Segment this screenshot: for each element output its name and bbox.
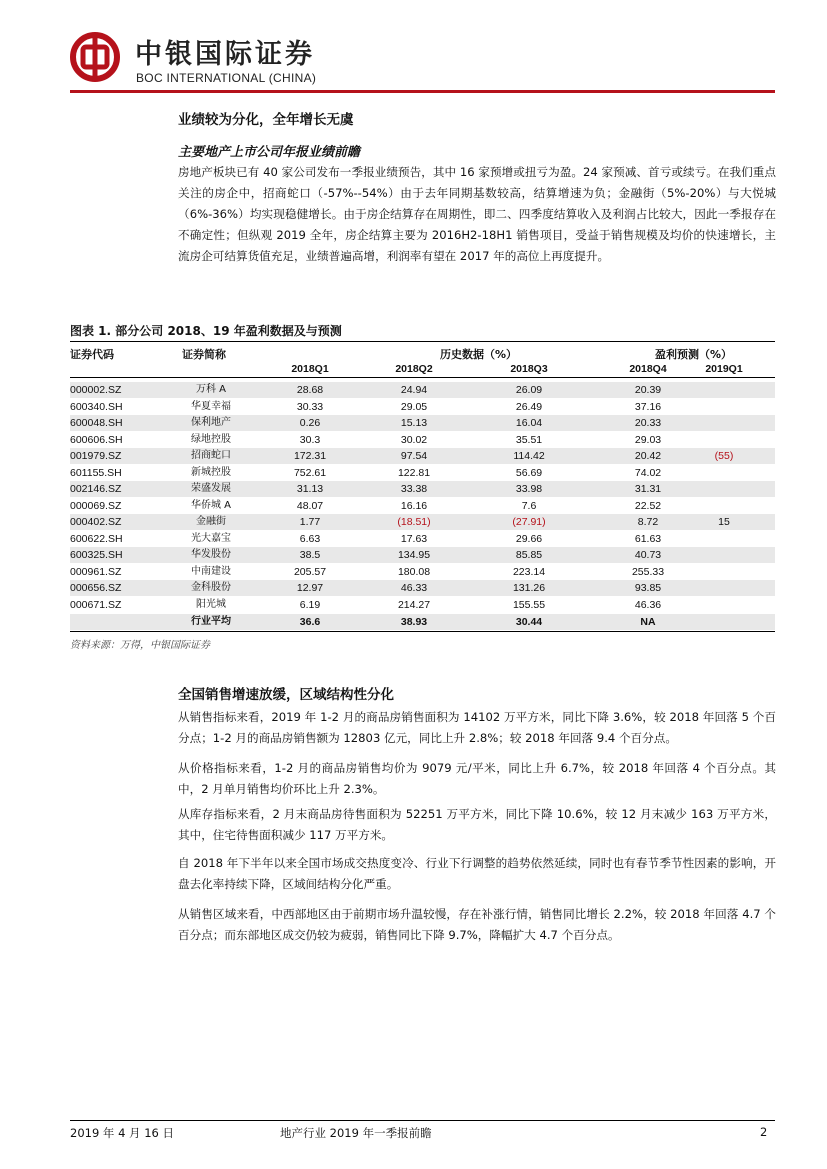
avg-2018q4: NA bbox=[640, 616, 656, 628]
cell-q3: 7.6 bbox=[521, 499, 537, 512]
subsection-title-preview: 主要地产上市公司年报业绩前瞻 bbox=[178, 145, 361, 160]
cell-q3: 35.51 bbox=[515, 433, 543, 446]
cell-q3: 131.26 bbox=[512, 582, 546, 594]
cell-name: 华夏幸福 bbox=[191, 400, 231, 412]
section-title-sales: 全国销售增速放缓，区域结构性分化 bbox=[178, 687, 394, 703]
brand-name-cn: 中银国际证券 bbox=[135, 39, 315, 70]
cell-name: 新城控股 bbox=[191, 466, 231, 478]
cell-q1: 752.61 bbox=[293, 466, 327, 479]
table-row bbox=[70, 382, 775, 398]
cell-code: 000671.SZ bbox=[70, 598, 122, 611]
cell-q3: 114.42 bbox=[513, 450, 545, 462]
cell-q2: 180.08 bbox=[397, 565, 431, 578]
cell-q4: 20.42 bbox=[634, 450, 662, 462]
header-2018q3: 2018Q3 bbox=[510, 363, 548, 375]
table-row bbox=[70, 514, 775, 530]
cell-name: 保利地产 bbox=[191, 417, 231, 428]
cell-q1: 30.33 bbox=[296, 400, 324, 413]
cell-q2: 16.16 bbox=[400, 499, 428, 512]
header-2018q1: 2018Q1 bbox=[291, 363, 329, 375]
cell-q4: 40.73 bbox=[634, 549, 662, 561]
cell-q2: 30.02 bbox=[400, 433, 428, 446]
cell-f1: 15 bbox=[718, 516, 730, 528]
cell-code: 000069.SZ bbox=[70, 499, 122, 512]
table-row bbox=[70, 531, 775, 547]
cell-q2: 46.33 bbox=[400, 582, 428, 594]
cell-q1: 1.77 bbox=[299, 516, 321, 528]
cell-q4: 22.52 bbox=[634, 499, 662, 512]
cell-q4: 31.31 bbox=[634, 483, 662, 495]
cell-name: 绿地控股 bbox=[191, 433, 231, 445]
table-top-rule bbox=[70, 341, 775, 342]
table-row bbox=[70, 432, 775, 448]
cell-q2: 15.13 bbox=[400, 417, 428, 429]
cell-code: 000961.SZ bbox=[70, 565, 122, 578]
cell-q2: 24.94 bbox=[400, 384, 428, 396]
cell-q2: 33.38 bbox=[400, 483, 428, 495]
cell-q4: 255.33 bbox=[631, 565, 665, 578]
cell-q4: 8.72 bbox=[637, 516, 659, 528]
header-2018q4: 2018Q4 bbox=[629, 363, 667, 375]
cell-q3: 26.49 bbox=[515, 400, 543, 413]
footer-page-number: 2 bbox=[760, 1125, 768, 1139]
cell-name: 金科股份 bbox=[191, 582, 231, 593]
cell-q4: 29.03 bbox=[634, 433, 662, 446]
paragraph-inventory-indicators: 从库存指标来看，2 月末商品房待售面积为 52251 万平方米，同比下降 10.6%，较 12 月末减少 163 万平方米，其中，住宅待售面积减少 117 万平方米。 bbox=[178, 807, 776, 842]
header-code: 证券代码 bbox=[70, 348, 114, 361]
cell-code: 000002.SZ bbox=[70, 384, 122, 396]
footer-divider bbox=[70, 1120, 775, 1121]
cell-q1: 12.97 bbox=[296, 582, 324, 594]
cell-q2: 29.05 bbox=[400, 400, 428, 413]
cell-q3: 155.55 bbox=[512, 598, 546, 611]
cell-code: 600048.SH bbox=[70, 417, 123, 429]
avg-2018q3: 30.44 bbox=[515, 616, 543, 628]
cell-q4: 37.16 bbox=[634, 400, 662, 413]
footer-date: 2019 年 4 月 16 日 bbox=[70, 1126, 174, 1140]
cell-q1: 6.63 bbox=[299, 532, 321, 545]
cell-code: 600606.SH bbox=[70, 433, 123, 446]
cell-q3: 16.04 bbox=[515, 417, 543, 429]
avg-2018q1: 36.6 bbox=[299, 616, 321, 628]
cell-q3: 223.14 bbox=[512, 565, 546, 578]
cell-q2: 17.63 bbox=[400, 532, 428, 545]
cell-name: 招商蛇口 bbox=[191, 450, 231, 461]
table-row bbox=[70, 415, 775, 431]
header-divider bbox=[70, 90, 775, 93]
header-2019q1: 2019Q1 bbox=[705, 363, 743, 375]
paragraph-regional-sales: 从销售区域来看，中西部地区由于前期市场升温较慢，存在补涨行情，销售同比增长 2.2%，较 2018 年回落 4.7 个百分点；而东部地区成交仍较为疲弱，销售同比下降 9.7%，降幅扩大 4.7 个百分点。 bbox=[178, 907, 776, 942]
cell-name: 光大嘉宝 bbox=[191, 532, 231, 544]
table-row bbox=[70, 580, 775, 596]
paragraph-preview: 房地产板块已有 40 家公司发布一季报业绩预告，其中 16 家预增或扭亏为盈。24 家预减、首亏或续亏。在我们重点关注的房企中，招商蛇口（-57%--54%）由于去年同期基数较高，结算增速为负；金融街（5%-20%）与大悦城（6%-36%）均实现稳健增长。由于房企结算存在周期性，即二、四季度结算收入及利润占比较大，因此一季报存在不确定性；但纵观 2019 全年，房企结算主要为 2016H2-18H1 销售项目，受益于销售规模及均价的快速增长，主流房企可结算货值充足，业绩普遍高增，利润率有望在 2017 年的高位上再度提升。 bbox=[178, 165, 776, 263]
paragraph-price-indicators: 从价格指标来看，1-2 月的商品房销售均价为 9079 元/平米，同比上升 6.7%，较 2018 年回落 4 个百分点。其中，2 月单月销售均价环比上升 2.3%。 bbox=[178, 761, 776, 796]
cell-name: 中南建设 bbox=[191, 565, 231, 577]
table-header-rule bbox=[70, 377, 775, 378]
cell-q3: 85.85 bbox=[515, 549, 543, 561]
cell-code: 601155.SH bbox=[70, 466, 122, 479]
cell-q1: 0.26 bbox=[299, 417, 321, 429]
cell-name: 华侨城 A bbox=[190, 499, 232, 511]
section-title-performance: 业绩较为分化，全年增长无虞 bbox=[178, 112, 354, 128]
cell-q1: 31.13 bbox=[296, 483, 324, 495]
avg-2018q2: 38.93 bbox=[400, 616, 428, 628]
cell-code: 600340.SH bbox=[70, 400, 123, 413]
cell-code: 000402.SZ bbox=[70, 516, 122, 528]
cell-q1: 28.68 bbox=[296, 384, 324, 396]
table-row bbox=[70, 399, 775, 415]
cell-q4: 74.02 bbox=[634, 466, 662, 479]
figure-source: 资料来源：万得，中银国际证券 bbox=[70, 640, 210, 651]
cell-q2: 134.95 bbox=[397, 549, 431, 561]
cell-q2: (18.51) bbox=[397, 516, 431, 528]
cell-q1: 172.31 bbox=[293, 450, 327, 462]
cell-q3: 56.69 bbox=[515, 466, 543, 479]
cell-q3: (27.91) bbox=[512, 516, 546, 528]
cell-q3: 29.66 bbox=[515, 532, 543, 545]
table-row bbox=[70, 547, 775, 563]
cell-q1: 30.3 bbox=[299, 433, 321, 446]
cell-q1: 48.07 bbox=[296, 499, 324, 512]
header-history: 历史数据（%） bbox=[440, 348, 518, 361]
table-row bbox=[70, 465, 775, 481]
paragraph-market-trend: 自 2018 年下半年以来全国市场成交热度变冷、行业下行调整的趋势依然延续，同时也有春节季节性因素的影响，开盘去化率持续下降，区域间结构分化严重。 bbox=[178, 856, 776, 891]
cell-q4: 20.33 bbox=[634, 417, 662, 429]
table-row bbox=[70, 481, 775, 497]
cell-q4: 46.36 bbox=[634, 598, 662, 611]
cell-code: 001979.SZ bbox=[70, 450, 122, 462]
header-forecast: 盈利预测（%） bbox=[655, 348, 733, 361]
brand-name-en: BOC INTERNATIONAL (CHINA) bbox=[136, 71, 317, 85]
cell-q1: 205.57 bbox=[293, 565, 327, 578]
cell-name: 荣盛发展 bbox=[191, 483, 231, 494]
cell-code: 600622.SH bbox=[70, 532, 123, 545]
paragraph-sales-indicators: 从销售指标来看，2019 年 1-2 月的商品房销售面积为 14102 万平方米，同比下降 3.6%，较 2018 年回落 5 个百分点；1-2 月的商品房销售额为 12803 亿元，同比上升 2.8%；较 2018 年回落 9.4 个百分点。 bbox=[178, 710, 776, 745]
boc-logo-icon bbox=[70, 32, 120, 82]
cell-code: 002146.SZ bbox=[70, 483, 122, 495]
table-bottom-rule bbox=[70, 631, 775, 632]
cell-q2: 97.54 bbox=[400, 450, 428, 462]
cell-q1: 6.19 bbox=[299, 598, 321, 611]
cell-q4: 20.39 bbox=[634, 384, 662, 396]
cell-q3: 33.98 bbox=[515, 483, 543, 495]
cell-q1: 38.5 bbox=[299, 549, 321, 561]
table-row bbox=[70, 448, 775, 464]
table-row bbox=[70, 597, 775, 613]
cell-code: 600325.SH bbox=[70, 549, 123, 561]
table-row bbox=[70, 564, 775, 580]
avg-label: 行业平均 bbox=[191, 616, 231, 627]
cell-q3: 26.09 bbox=[515, 384, 543, 396]
cell-name: 万科 A bbox=[195, 384, 227, 395]
cell-name: 华发股份 bbox=[191, 549, 231, 560]
table-row bbox=[70, 498, 775, 514]
table-row-average bbox=[70, 614, 775, 630]
footer-report-title: 地产行业 2019 年一季报前瞻 bbox=[280, 1126, 432, 1140]
cell-q2: 214.27 bbox=[397, 598, 431, 611]
cell-name: 阳光城 bbox=[196, 598, 226, 610]
cell-q4: 61.63 bbox=[634, 532, 662, 545]
header-2018q2: 2018Q2 bbox=[395, 363, 433, 375]
figure-title: 图表 1. 部分公司 2018、19 年盈利数据及与预测 bbox=[70, 324, 342, 338]
cell-f1: (55) bbox=[714, 450, 734, 462]
header-name: 证券简称 bbox=[182, 348, 226, 361]
cell-q2: 122.81 bbox=[397, 466, 431, 479]
cell-code: 000656.SZ bbox=[70, 582, 122, 594]
cell-name: 金融街 bbox=[196, 516, 226, 527]
cell-q4: 93.85 bbox=[634, 582, 662, 594]
